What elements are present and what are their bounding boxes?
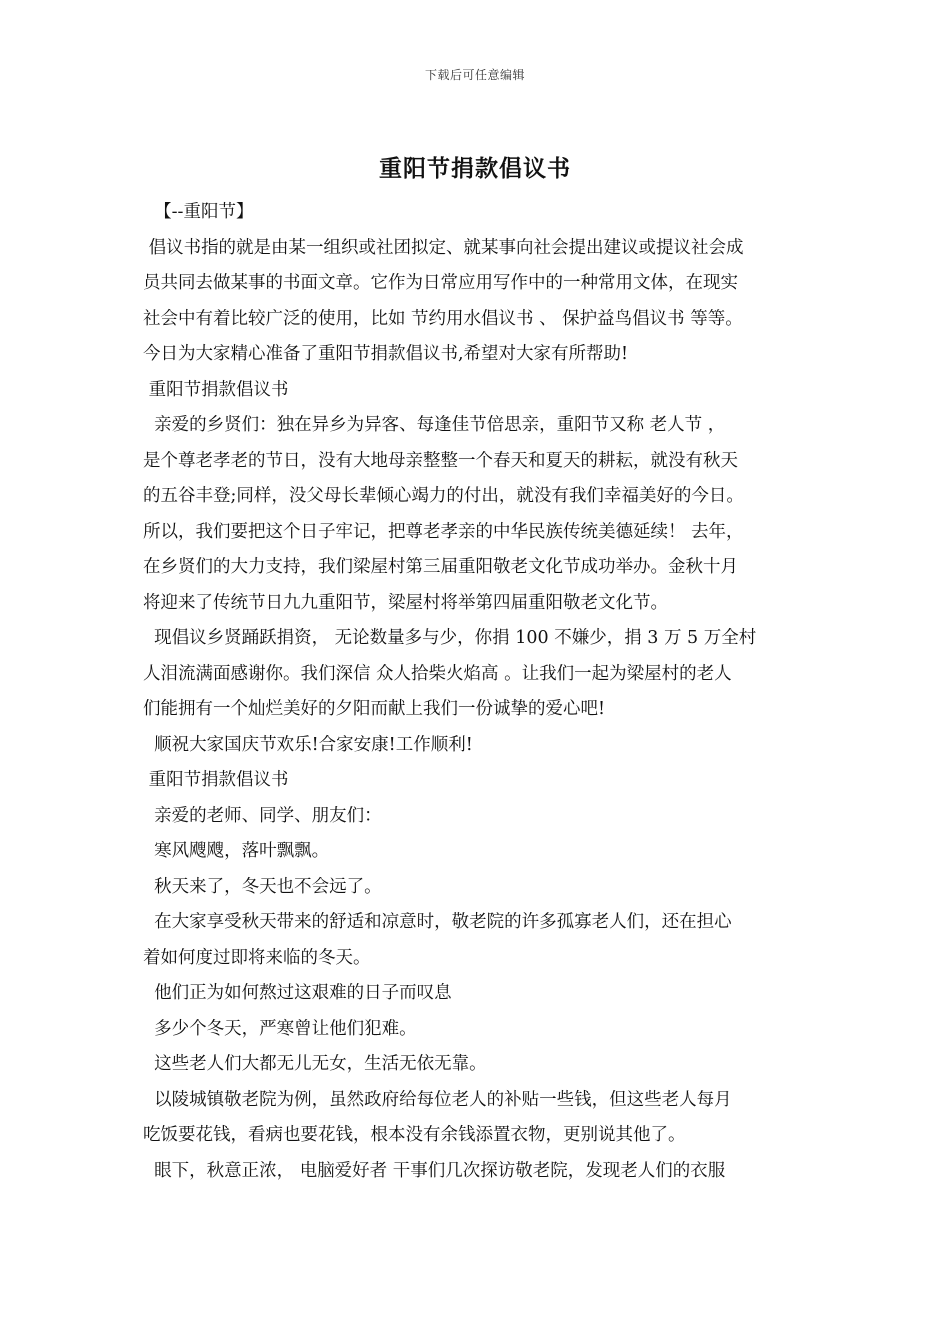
body-line: 着如何度过即将来临的冬天。 bbox=[143, 947, 371, 968]
body-line: 是个尊老孝老的节日，没有大地母亲整整一个春天和夏天的耕耘，就没有秋天 bbox=[143, 450, 738, 471]
body-line: 将迎来了传统节日九九重阳节，梁屋村将举第四届重阳敬老文化节。 bbox=[143, 592, 668, 613]
body-line: 吃饭要花钱，看病也要花钱，根本没有余钱添置衣物，更别说其他了。 bbox=[143, 1125, 686, 1145]
body-line: 以陵城镇敬老院为例，虽然政府给每位老人的补贴一些钱，但这些老人每月 bbox=[143, 1089, 732, 1110]
body-line: 寒风飕飕，落叶飘飘。 bbox=[143, 841, 330, 861]
body-line: 的五谷丰登;同样，没父母长辈倾心竭力的付出，就没有我们幸福美好的今日。 bbox=[143, 486, 744, 506]
body-line: 们能拥有一个灿烂美好的夕阳而献上我们一份诚挚的爱心吧! bbox=[143, 699, 606, 719]
body-line: 这些老人们大都无儿无女，生活无依无靠。 bbox=[143, 1054, 487, 1074]
body-line: 亲爱的老师、同学、朋友们： bbox=[143, 805, 382, 826]
body-line: 在乡贤们的大力支持，我们梁屋村第三届重阳敬老文化节成功举办。金秋十月 bbox=[143, 557, 738, 577]
body-line: 社会中有着比较广泛的使用，比如 节约用水倡议书 、 保护益鸟倡议书 等等。 bbox=[143, 308, 743, 329]
body-line: 倡议书指的就是由某一组织或社团拟定、就某事向社会提出建议或提议社会成 bbox=[143, 237, 744, 258]
body-line: 人泪流满面感谢你。我们深信 众人拾柴火焰高 。让我们一起为梁屋村的老人 bbox=[143, 663, 732, 684]
body-line: 【--重阳节】 bbox=[143, 202, 254, 222]
body-line: 他们正为如何熬过这艰难的日子而叹息 bbox=[143, 983, 452, 1003]
body-line: 顺祝大家国庆节欢乐!合家安康!工作顺利! bbox=[143, 734, 473, 755]
document-title: 重阳节捐款倡议书 bbox=[379, 156, 571, 182]
section-heading: 重阳节捐款倡议书 bbox=[143, 379, 289, 400]
body-line: 在大家享受秋天带来的舒适和凉意时，敬老院的许多孤寡老人们，还在担心 bbox=[143, 912, 732, 932]
body-line: 眼下，秋意正浓， 电脑爱好者 干事们几次探访敬老院，发现老人们的衣服 bbox=[143, 1160, 726, 1181]
body-line: 多少个冬天，严寒曾让他们犯难。 bbox=[143, 1018, 417, 1039]
header-note: 下载后可任意编辑 bbox=[424, 68, 525, 82]
body-line: 所以，我们要把这个日子牢记，把尊老孝亲的中华民族传统美德延续！ 去年， bbox=[143, 521, 744, 542]
body-line: 亲爱的乡贤们：独在异乡为异客、每逢佳节倍思亲，重阳节又称 老人节 ， bbox=[143, 415, 726, 435]
section-heading: 重阳节捐款倡议书 bbox=[143, 770, 289, 790]
body-line: 现倡议乡贤踊跃捐资， 无论数量多与少，你捐 100 不嫌少，捐 3 万 5 万全村 bbox=[143, 628, 757, 648]
document-body bbox=[143, 195, 813, 1189]
body-line: 今日为大家精心准备了重阳节捐款倡议书,希望对大家有所帮助! bbox=[143, 344, 629, 364]
body-line: 秋天来了，冬天也不会远了。 bbox=[143, 876, 382, 897]
body-line: 员共同去做某事的书面文章。它作为日常应用写作中的一种常用文体，在现实 bbox=[143, 273, 738, 293]
